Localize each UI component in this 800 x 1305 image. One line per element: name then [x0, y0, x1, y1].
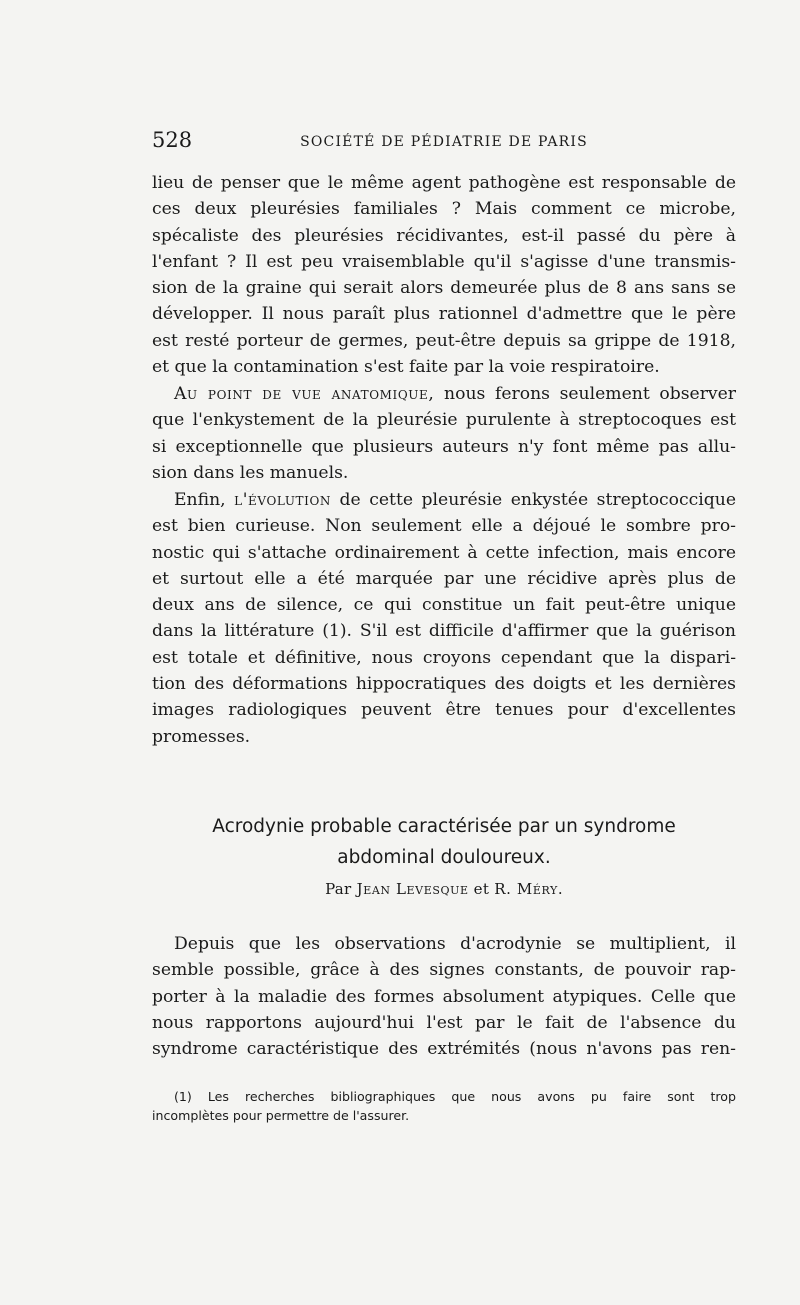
paragraph-anatomique [152, 381, 736, 486]
footnote-line: (1) Les recherches bibliographiques que nous avons pu faire sont trop [174, 1089, 736, 1104]
byline [152, 880, 736, 898]
article-title [152, 811, 736, 873]
author-name: R. Méry [494, 880, 558, 898]
paragraph-transmission [152, 170, 736, 380]
text-line: promesses. [152, 726, 251, 747]
text-line [152, 487, 736, 513]
text-line: nostic qui s'attache ordinairement à cette infection, mais encore [152, 542, 736, 563]
text-line: Depuis que les observations d'acrodynie se multiplient, il [174, 934, 736, 954]
text-line [152, 381, 736, 407]
section-lead-anatomique: Au point de vue anatomique, [174, 384, 435, 404]
text-fragment: nous ferons seulement observer [434, 384, 737, 404]
byline-prefix: Par [325, 880, 357, 898]
text-line: est bien curieuse. Non seulement elle a déjoué le sombre pro- [152, 516, 736, 537]
section-lead-evolution: l'évolution [234, 490, 332, 510]
text-line: que l'enkystement de la pleurésie purulente à streptocoques est [152, 410, 736, 431]
text-line: syndrome caractéristique des extrémités (nous n'avons pas ren- [152, 1039, 736, 1060]
text-line: dans la littérature (1). S'il est difficile d'affirmer que la guérison [152, 621, 736, 642]
text-line: si exceptionnelle que plusieurs auteurs n'y font même pas allu- [152, 436, 736, 457]
text-line: lieu de penser que le même agent pathogène est responsable de [152, 173, 736, 193]
text-line: et que la contamination s'est faite par la voie respiratoire. [152, 357, 660, 378]
text-line: est totale et définitive, nous croyons cependant que la dispari- [152, 647, 736, 668]
text-line: ces deux pleurésies familiales ? Mais comment ce microbe, [152, 199, 736, 220]
text-line: tion des déformations hippocratiques des doigts et les dernières [152, 674, 736, 695]
article-title-line: abdominal douloureux. [337, 847, 551, 868]
footnote-line: incomplètes pour permettre de l'assurer. [152, 1108, 410, 1123]
page-header [152, 128, 736, 158]
byline-suffix: . [557, 880, 563, 898]
text-fragment: de cette pleurésie enkystée streptococcique [331, 490, 737, 510]
text-fragment: Enfin, [174, 490, 235, 510]
running-title: SOCIÉTÉ DE PÉDIATRIE DE PARIS [300, 134, 588, 150]
text-line: nous rapportons aujourd'hui l'est par le fait de l'absence du [152, 1012, 736, 1033]
text-line: est resté porteur de germes, peut-être depuis sa grippe de 1918, [152, 330, 736, 351]
text-line: semble possible, grâce à des signes constants, de pouvoir rap- [152, 960, 736, 981]
paragraph-evolution [152, 487, 736, 750]
article-title-line: Acrodynie probable caractérisée par un syndrome [212, 816, 676, 837]
text-line: sion de la graine qui serait alors demeurée plus de 8 ans sans se [152, 278, 736, 299]
author-name: Jean Levesque [356, 880, 469, 898]
text-line: deux ans de silence, ce qui constitue un fait peut-être unique [152, 595, 736, 616]
text-line: spécaliste des pleurésies récidivantes, est-il passé du père à [152, 225, 736, 246]
byline-conjunction: et [468, 880, 495, 898]
text-line: sion dans les manuels. [152, 462, 349, 483]
paragraph-acrodynie [152, 931, 736, 1062]
footnote [152, 1087, 736, 1125]
text-line: et surtout elle a été marquée par une récidive après plus de [152, 568, 736, 589]
text-line: images radiologiques peuvent être tenues pour d'excellentes [152, 700, 736, 721]
text-line: l'enfant ? Il est peu vraisemblable qu'il s'agisse d'une transmis- [152, 251, 736, 272]
text-line: développer. Il nous paraît plus rationnel d'admettre que le père [152, 304, 736, 325]
text-line: porter à la maladie des formes absolument atypiques. Celle que [152, 986, 736, 1007]
page-number: 528 [152, 128, 193, 152]
